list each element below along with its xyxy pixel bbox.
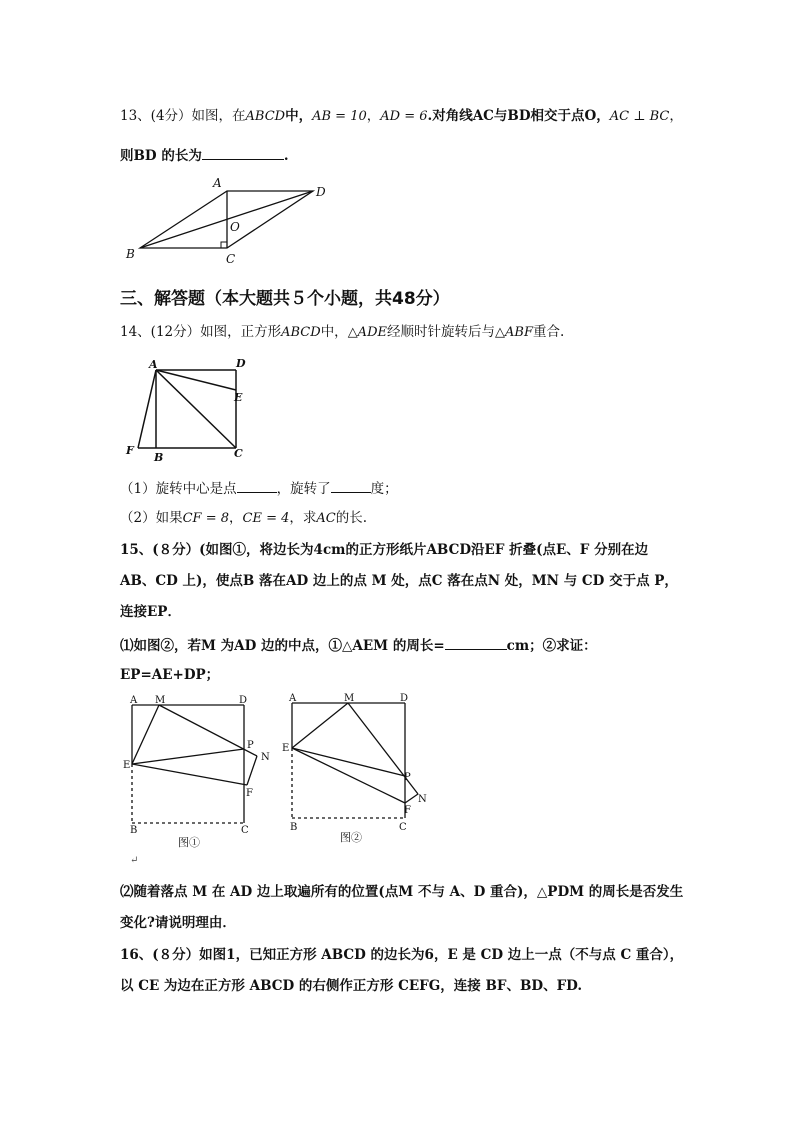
fig15b-segment-nf [405, 794, 418, 803]
q13-line2-end: . [283, 148, 289, 164]
q15-line5: EP=AE+DP； [120, 667, 220, 683]
q13-math-ab: AB = 10 [312, 109, 367, 124]
q14-part1 [120, 478, 398, 498]
q16-line2: 以 CE 为边在正方形 ABCD 的右侧作正方形 CEFG，连接 BF、BD、FD. [120, 978, 583, 994]
fig14-label-a: A [149, 358, 158, 371]
fig15a-label-d: D [239, 695, 248, 706]
q13-math-ad: AD = 6 [380, 109, 428, 124]
fig15b-label-e: E [282, 743, 290, 754]
q14-blank-center [237, 478, 277, 493]
q13-comma1: ， [366, 108, 381, 124]
figure-q15-1 [120, 692, 280, 854]
figure-q15-2 [280, 690, 440, 850]
q13-zhong: 中， [285, 108, 313, 124]
fig15a-label-b: B [130, 825, 138, 836]
q13-line2-text: 则BD 的长为 [120, 148, 202, 164]
q15-line1: 15、(８分）(如图①，将边长为4cm的正方形纸片ABCD沿EF 折叠(点E、F 分别在边 [120, 542, 649, 558]
q16-line1: 16、(８分）如图1，已知正方形 ABCD 的边长为6，E 是 CD 边上一点（不与点 C 重合）， [120, 947, 684, 963]
figure-q14-square [120, 352, 260, 464]
fig15a-label-n: N [261, 752, 270, 763]
q14-part2-a: （2）如果 [120, 510, 183, 526]
q14-math-abf: △ABF [495, 325, 533, 340]
figure-q13-parallelogram [120, 172, 340, 267]
q15-line3: 连接EP． [120, 604, 181, 620]
fig15b-label-d: D [400, 693, 409, 704]
q14-part2 [120, 509, 367, 528]
q14-blank-degrees [331, 478, 371, 493]
fig15a-label-m: M [155, 695, 166, 706]
q15-line2: AB、CD 上)，使点B 落在AD 边上的点 M 处，点C 落在点N 处，MN 与 CD 交于点 P， [120, 573, 678, 589]
q14-math-cf: CF = 8 [182, 511, 229, 526]
q14-part2-b: ， [229, 510, 243, 526]
q14-math-abcd: ABCD [281, 325, 321, 340]
fig13-label-a: A [213, 176, 222, 190]
fig15b-segment-ef [292, 748, 405, 803]
fig14-label-f: F [126, 444, 134, 457]
q15-line4-a: ⑴如图②，若M 为AD 边的中点，①△AEM 的周长= [120, 638, 445, 654]
q15-line4 [120, 635, 597, 655]
fig15b-label-f: F [404, 805, 411, 816]
fig14-label-d: D [236, 357, 246, 370]
q13-comma2: ， [669, 108, 683, 124]
q13-answer-blank [202, 145, 284, 160]
fig14-segment-af [138, 370, 156, 448]
q14-math-ade: △ADE [347, 325, 387, 340]
fig14-label-c: C [234, 447, 243, 460]
q15-line7: 变化?请说明理由． [120, 915, 236, 931]
fig15a-caption: 图① [178, 836, 200, 849]
q14-math-ac: AC [316, 511, 336, 526]
q15-line4-b: cm；②求证： [506, 638, 597, 654]
fig15b-label-b: B [290, 822, 298, 833]
fig13-label-d: D [316, 185, 326, 199]
q14-math-ce: CE = 4 [242, 511, 290, 526]
q13-line2 [120, 145, 289, 165]
q14-mid: 中， [320, 324, 348, 340]
q13-math-perp: AC ⊥ BC [609, 109, 670, 124]
section-3-heading: 三、解答题（本大题共５个小题，共48分） [120, 289, 450, 309]
fig14-diagonal-ac [156, 370, 236, 448]
q13-prefix: 13、(4分）如图，在 [120, 108, 246, 124]
fig15a-label-f: F [246, 788, 253, 799]
q14-part1-c: 度； [370, 481, 398, 497]
fig15b-label-n: N [418, 794, 427, 805]
fig15a-segment-em [132, 705, 159, 764]
fig15b-label-a: A [289, 693, 297, 704]
return-mark: ↵ [130, 855, 139, 866]
fig15a-segment-mn [159, 705, 257, 756]
fig15a-segment-ep [132, 749, 244, 764]
fig13-label-c: C [226, 252, 236, 266]
q14-end: 重合. [532, 324, 565, 340]
q14-prefix: 14、(12分）如图，正方形 [120, 324, 282, 340]
q13-text2: .对角线AC与BD相交于点O， [427, 108, 610, 124]
fig15a-segment-nf [247, 756, 257, 785]
q14-line1 [120, 323, 564, 342]
q13-line1 [120, 107, 683, 126]
fig15a-segment-ef [132, 764, 247, 785]
fig15b-caption: 图② [340, 831, 362, 844]
q14-part2-c: ，求 [289, 510, 317, 526]
fig15b-segment-em [292, 703, 348, 748]
fig15b-label-c: C [399, 822, 407, 833]
fig13-label-b: B [126, 247, 135, 261]
fig15a-label-p: P [247, 740, 254, 751]
q15-perimeter-blank [445, 635, 507, 650]
q15-line6: ⑵随着落点 M 在 AD 边上取遍所有的位置(点M 不与 A、D 重合)，△PDM 的周长是否发生 [120, 884, 684, 900]
fig14-segment-ae [156, 370, 236, 390]
fig14-label-e: E [234, 391, 243, 404]
fig15b-label-p: P [404, 772, 411, 783]
fig13-label-o: O [230, 220, 240, 234]
q14-part2-d: 的长. [335, 510, 368, 526]
fig13-right-angle-mark [221, 242, 227, 248]
q14-part1-b: ，旋转了 [276, 481, 331, 497]
fig15b-label-m: M [344, 693, 355, 704]
fig15a-label-c: C [241, 825, 249, 836]
fig15b-segment-ep [292, 748, 405, 776]
fig15a-label-a: A [130, 695, 138, 706]
fig15a-label-e: E [123, 760, 131, 771]
q14-part1-a: （1）旋转中心是点 [120, 481, 237, 497]
fig14-label-b: B [154, 451, 164, 464]
q13-math-abcd: ABCD [245, 109, 286, 124]
q14-mid2: 经顺时针旋转后与 [387, 324, 495, 340]
